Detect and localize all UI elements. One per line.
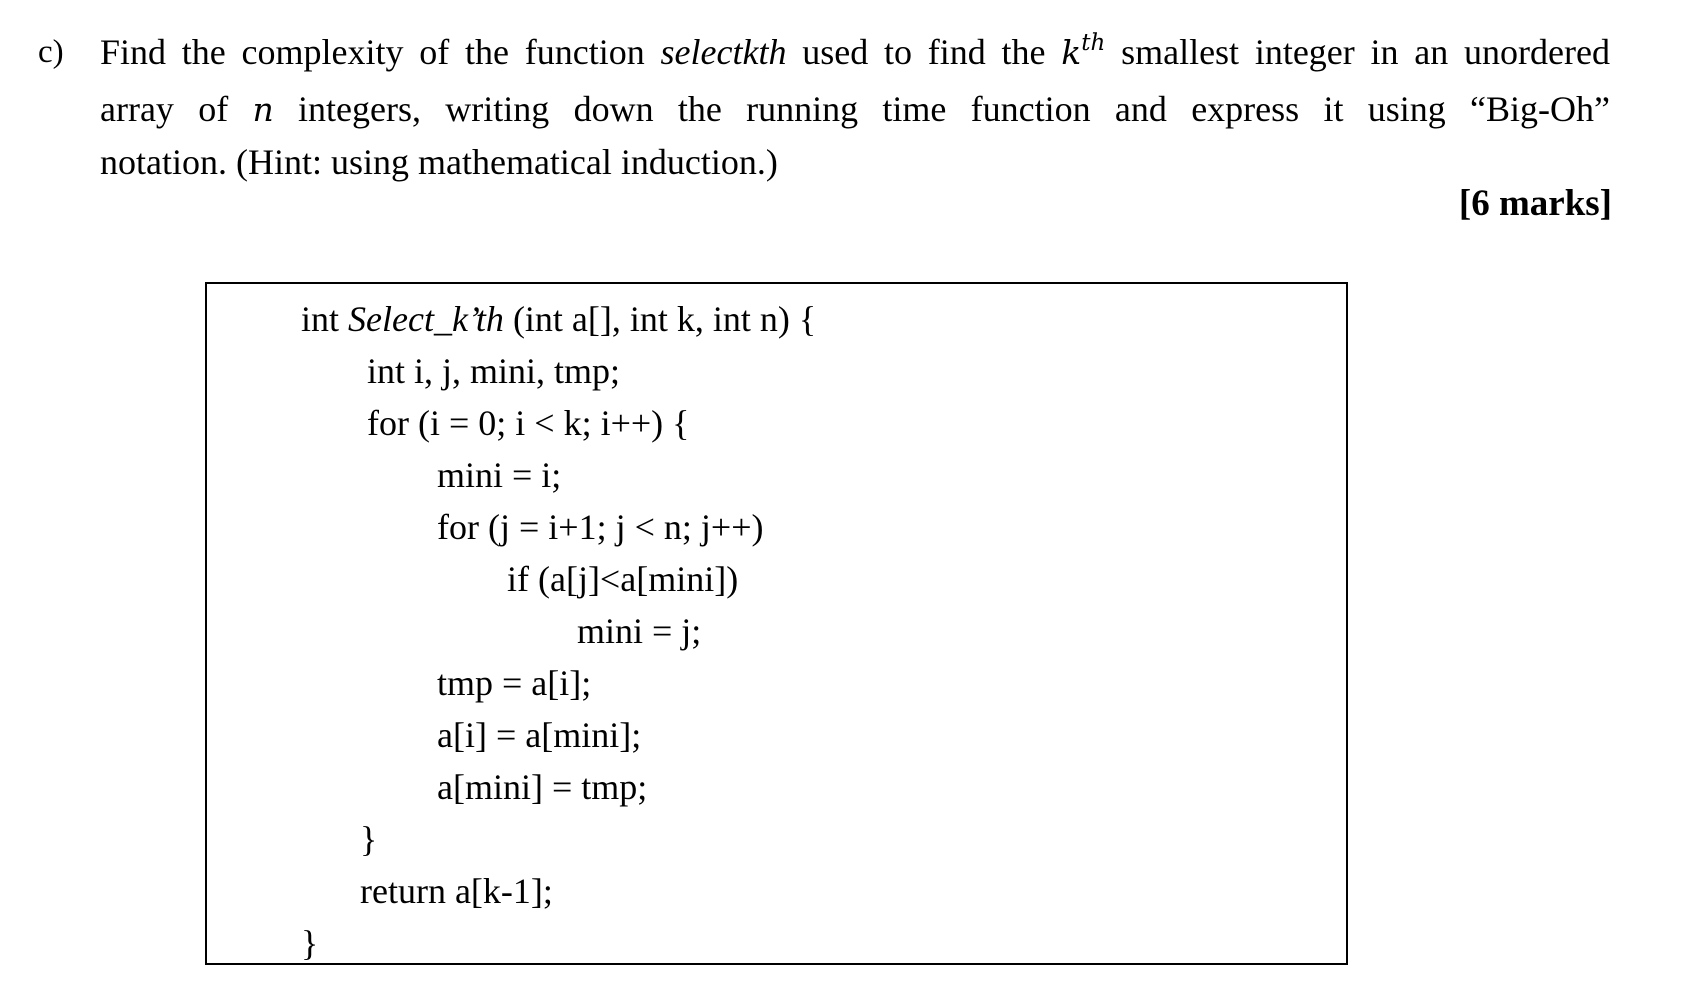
code-line-mini-assign: mini = i; xyxy=(437,455,562,495)
question-label: c) xyxy=(38,34,64,70)
marks-label: [6 marks] xyxy=(1458,183,1612,224)
question-line-2: array of n integers, writing down the running time function and express it using “Big-Oh” xyxy=(100,89,1610,129)
code-line-close-for: } xyxy=(360,819,378,859)
code-function-name: Select_k’th xyxy=(348,299,504,339)
n-symbol: n xyxy=(252,90,274,129)
question-line-1: Find the complexity of the function selectkth used to find the $k^{th}$ smallest integer in an unordered xyxy=(100,30,1610,72)
code-line-swap-2: a[mini] = tmp; xyxy=(437,767,648,807)
th-superscript: th xyxy=(1081,30,1106,56)
code-line-tmp-assign: tmp = a[i]; xyxy=(437,663,592,703)
code-line-swap-1: a[i] = a[mini]; xyxy=(437,715,642,755)
code-line-close-function: } xyxy=(301,923,319,963)
code-line-inner-for: for (j = i+1; j < n; j++) xyxy=(437,507,764,547)
code-line-if: if (a[j]<a[mini]) xyxy=(507,559,739,599)
question-line-3: notation. (Hint: using mathematical induction.) xyxy=(100,142,778,182)
code-signature: int Select_k’th (int a[], int k, int n) { xyxy=(301,299,817,339)
k-symbol: k xyxy=(1061,33,1082,72)
function-name: selectkth xyxy=(660,32,787,72)
code-line-declarations: int i, j, mini, tmp; xyxy=(367,351,621,391)
code-box xyxy=(205,282,1348,965)
code-line-mini-update: mini = j; xyxy=(577,611,702,651)
code-line-outer-for: for (i = 0; i < k; i++) { xyxy=(367,403,690,443)
code-line-return: return a[k-1]; xyxy=(360,871,553,911)
question-text xyxy=(100,26,1610,188)
